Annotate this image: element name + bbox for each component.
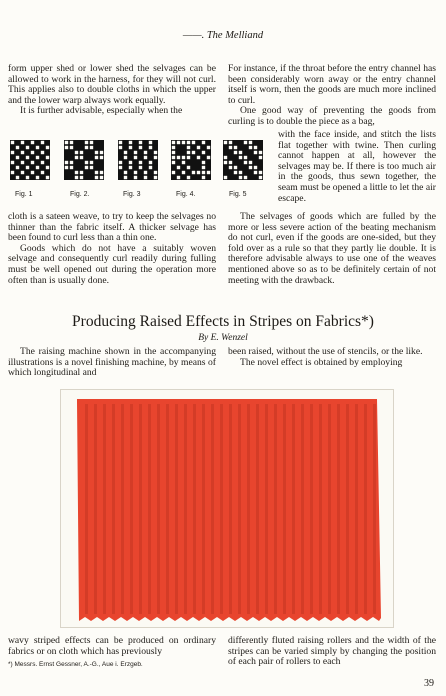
fabric-stripe xyxy=(373,404,376,614)
paragraph: Goods which do not have a suitably woven selvage and consequently curl readily during fulling must be well opened out during the operation more often than is usually done. xyxy=(8,242,216,286)
fabric-stripe xyxy=(148,404,151,614)
figure-caption: Fig. 4. xyxy=(176,191,196,198)
figure-caption: Fig. 2. xyxy=(70,191,90,198)
footnote: *) Messrs. Ernst Gessner, A.-G., Aue i. Erzgeb. xyxy=(8,661,143,669)
raised-stripe-fabric-image xyxy=(61,390,393,627)
fabric-stripe xyxy=(256,404,259,614)
figure-caption: Fig. 3 xyxy=(123,191,141,198)
article-bottom-left xyxy=(8,636,216,671)
byline-text: By E. Wenzel xyxy=(198,333,248,343)
paragraph: cloth is a sateen weave, to try to keep the selvages no thinner than the fabric itself. A thicker selvage has been found to curl less than a thin one. xyxy=(8,211,216,244)
fabric-stripe xyxy=(112,404,115,614)
fabric-stripe xyxy=(364,404,367,614)
fabric-stripe xyxy=(319,404,322,614)
paragraph: wavy striped effects can be produced on ordinary fabrics or on cloth which has previously xyxy=(8,635,216,657)
fabric-stripe xyxy=(157,404,160,614)
fabric-stripe xyxy=(121,404,124,614)
weave-figures xyxy=(0,136,280,186)
paragraph: form upper shed or lower shed the selvages can be allowed to work in the harness, for they will not curl. This applies also to double cloths in which the upper and the lower warp always work equally. xyxy=(8,63,216,106)
paragraph: One good way of preventing the goods from curling is to double the piece as a bag, xyxy=(228,105,436,127)
right-column-wrap xyxy=(278,130,436,204)
paragraph: It is further advisable, especially when the xyxy=(20,105,183,117)
article-bottom-right xyxy=(228,636,436,668)
paragraph: been raised, without the use of stencils, or the like. xyxy=(228,346,423,357)
article-intro-left xyxy=(8,347,216,379)
fabric-stripe xyxy=(103,404,106,614)
fabric-stripe xyxy=(166,404,169,614)
page-number: 39 xyxy=(424,678,434,689)
article-title: Producing Raised Effects in Stripes on Fabrics*) xyxy=(72,313,374,330)
weave-grid xyxy=(171,140,211,180)
fabric-photo-frame xyxy=(60,389,394,628)
fabric-stripe xyxy=(265,404,268,614)
fabric-stripe xyxy=(202,404,205,614)
fabric-stripe xyxy=(355,404,358,614)
figure-caption: Fig. 1 xyxy=(15,191,33,198)
paragraph: The selvages of goods which are fulled by the more or less severe action of the beating mechanism do not curl, even if the goods are one-sided, but they fold over as a rule so that they partly lie double. It is therefore advisable always to use one of the weaves mentioned above so as to be definitely certain of not meeting with the drawback. xyxy=(228,211,436,286)
article-intro-right xyxy=(228,347,436,368)
fabric-stripe xyxy=(193,404,196,614)
fabric-stripe xyxy=(184,404,187,614)
paragraph: The novel effect is obtained by employing xyxy=(240,356,403,368)
fabric-stripe xyxy=(283,404,286,614)
right-column-top xyxy=(228,64,436,128)
fabric-stripe xyxy=(220,404,223,614)
paragraph: The raising machine shown in the accompanying illustrations is a novel finishing machine, by means of which longitudinal and xyxy=(8,346,216,379)
figure-caption: Fig. 5 xyxy=(229,191,247,198)
fabric-stripe xyxy=(238,404,241,614)
weave-grid xyxy=(118,140,158,180)
weave-grid xyxy=(10,140,50,180)
fabric-stripe xyxy=(247,404,250,614)
fabric-stripe xyxy=(301,404,304,614)
fabric-stripe xyxy=(139,404,142,614)
paragraph: differently fluted raising rollers and the width of the stripes can be varied simply by changing the position of each pair of rollers to each xyxy=(228,635,436,668)
fabric-stripe xyxy=(292,404,295,614)
article-byline xyxy=(0,333,446,343)
fabric-stripe xyxy=(85,404,88,614)
fabric-stripe xyxy=(337,404,340,614)
running-header: ——. The Melliand xyxy=(182,30,264,41)
paragraph: with the face inside, and stitch the lists flat together with twine. Then curling cannot happen at all, however the selvages may be. If there is too much air in the goods, thus sewn together, the seam must be opened a little to let the air escape. xyxy=(278,129,436,204)
left-column-top xyxy=(8,64,216,117)
fabric-stripe xyxy=(130,404,133,614)
paragraph: For instance, if the throat before the entry channel has been considerably worn away or the entry channel itself is worn, then the goods are much more inclined to curl. xyxy=(228,63,436,106)
fabric-stripe xyxy=(229,404,232,614)
right-column-bottom xyxy=(228,212,436,286)
left-column-bottom xyxy=(8,212,216,286)
weave-grid xyxy=(64,140,104,180)
fabric-stripe xyxy=(346,404,349,614)
fabric-stripe xyxy=(94,404,97,614)
fabric-stripe xyxy=(211,404,214,614)
fabric-stripe xyxy=(274,404,277,614)
fabric-stripe xyxy=(175,404,178,614)
weave-grid xyxy=(223,140,263,180)
fabric-stripe xyxy=(328,404,331,614)
fabric-stripe xyxy=(310,404,313,614)
